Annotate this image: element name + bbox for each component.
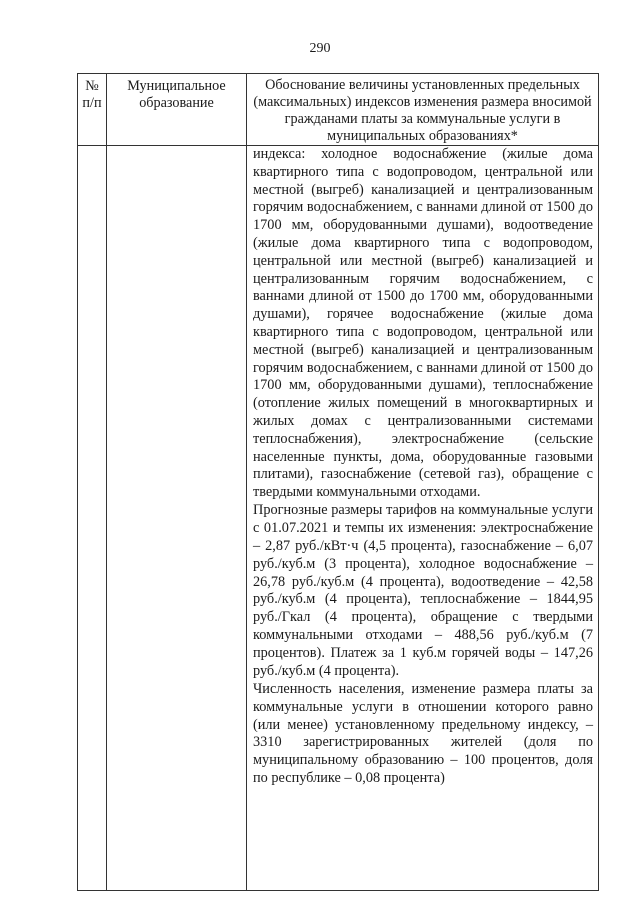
paragraph-tariff-indices: индекса: холодное водоснабжение (жилые дома квартирного типа с водопроводом, центральной или местной (выгреб) канализацией и централизованным горячим водоснабжением, с ваннами длиной от 1500 до 1700 мм, оборудованными душами), водоотведение (жилые дома квартирного типа с водопроводом, центральной или местной (выгреб) канализацией и централизованным горячим водоснабжением, с ваннами длиной от 1500 до 1700 мм, оборудованными душами), горячее водоснабжение (жилые дома квартирного типа с водопроводом, центральной или местной (выгреб) канализацией и централизованным горячим водоснабжением, с ваннами длиной от 1500 до 1700 мм, оборудованными душами), теплоснабжение (отопление жилых помещений в многоквартирных и жилых домах с централизованными системами теплоснабжения), электроснабжение (сельские населенные пункты, дома, оборудованные газовыми плитами), газоснабжение (сетевой газ), обращение с твердыми коммунальными отходами.	[253, 146, 593, 501]
header-municipality	[107, 74, 247, 146]
header-municipality-label: Муниципальное образование	[127, 78, 226, 111]
table-row	[78, 146, 599, 891]
cell-justification	[247, 146, 599, 891]
cell-num	[78, 146, 107, 891]
tariff-justification-table	[77, 73, 599, 891]
table-header-row	[78, 74, 599, 146]
paragraph-population: Численность населения, изменение размера платы за коммунальные услуги в отношении которого равно (или менее) установленному предельному индексу, – 3310 зарегистрированных жителей (доля по муниципальному образованию – 100 процентов, доля по республике – 0,08 процента)	[253, 680, 593, 786]
page-number: 290	[309, 41, 331, 56]
paragraph-forecast-tariffs: Прогнозные размеры тарифов на коммунальные услуги с 01.07.2021 и темпы их изменения: электроснабжение – 2,87 руб./кВт·ч (4,5 процента), газоснабжение – 6,07 руб./куб.м (3 процента), холодное водоснабжение – 26,78 руб./куб.м (4 процента), водоотведение – 42,58 руб./куб.м (4 процента), теплоснабжение – 1844,95 руб./Гкал (4 процента), обращение с твердыми коммунальными отходами – 488,56 руб./куб.м (7 процентов). Платеж за 1 куб.м горячей воды – 147,26 руб./куб.м (4 процента).	[253, 502, 593, 679]
cell-municipality	[107, 146, 247, 891]
header-justification-label: Обоснование величины установленных предельных (максимальных) индексов изменения размера вносимой гражданами платы за коммунальные услуги в муниципальных образованиях*	[253, 77, 592, 144]
header-num	[78, 74, 107, 146]
header-num-label: № п/п	[82, 78, 102, 111]
header-justification	[247, 74, 599, 146]
